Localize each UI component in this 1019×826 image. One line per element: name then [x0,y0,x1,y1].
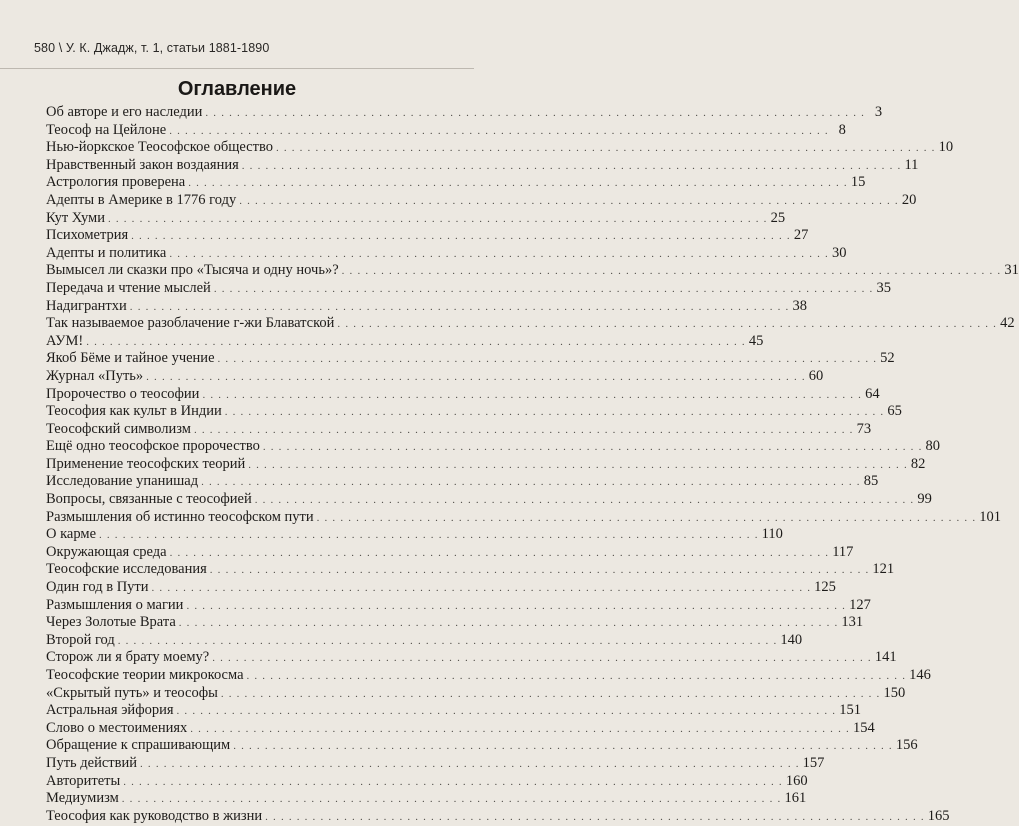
dot-leader [169,246,829,264]
toc-row [46,807,950,826]
toc-row [46,332,764,351]
toc-row [46,297,807,316]
toc-row [46,772,808,791]
dot-leader [242,158,902,176]
toc-page-number: 121 [872,561,895,578]
dot-leader [131,228,791,246]
running-head: 580 \ У. К. Джадж, т. 1, статьи 1881-1890 [34,41,270,55]
toc-row [46,614,864,632]
toc-page-number: 25 [770,209,786,226]
toc-entry-title: Теософ на Цейлоне [46,121,167,138]
toc-page-number: 110 [761,526,783,543]
dot-leader [188,175,848,193]
toc-entry-title: Авторитеты [46,772,121,789]
toc-row [46,596,871,615]
toc-entry-title: Кут Хуми [46,209,105,226]
dot-leader [214,281,874,299]
dot-leader [239,193,899,211]
toc-page-number: 3 [874,104,883,120]
dot-leader [146,369,806,387]
toc-row [46,543,854,562]
toc-page-number: 160 [785,772,808,789]
toc-entry-title: Теософские исследования [46,561,207,578]
toc-row [46,139,954,157]
toc-title: Оглавление [177,78,297,100]
toc-row [46,262,1019,280]
toc-entry-title: Медиумизм [46,790,119,807]
toc-entry-title: Адепты в Америке в 1776 году [46,191,237,208]
toc-entry-title: Сторож ли я брату моему? [46,649,210,666]
dot-leader [218,351,878,369]
toc-entry-title: Второй год [46,631,115,648]
dot-leader [276,140,936,158]
toc-row [46,350,895,368]
toc-row [46,561,895,579]
toc-page-number: 15 [850,174,866,191]
toc-page-number: 73 [856,420,872,437]
dot-leader [212,650,872,668]
toc-row [46,579,836,597]
toc-page-number: 35 [876,279,891,296]
toc-page-number: 101 [979,508,1002,525]
toc-row [46,104,883,122]
toc-entry-title: Исследование упанишад [46,473,199,490]
toc-entry-title: Об авторе и его наследии [46,104,203,120]
dot-leader [317,510,977,528]
toc-row [46,754,825,773]
toc-row [46,526,783,544]
toc-entry-title: Размышления об истинно теософском пути [46,508,314,525]
toc-page-number: 27 [793,227,809,244]
toc-entry-title: Журнал «Путь» [46,367,144,384]
toc-page-number: 45 [748,332,764,349]
toc-page-number: 127 [849,596,871,613]
dot-leader [99,527,759,545]
toc-page-number: 161 [784,790,807,807]
toc-page-number: 165 [927,807,950,824]
toc-page-number: 11 [904,156,919,173]
toc-entry-title: «Скрытый путь» и теософы [46,684,218,701]
toc-page-number: 141 [874,649,897,666]
toc-entry-title: Адепты и политика [46,244,167,261]
toc-page-number: 20 [901,191,917,208]
toc-row [46,209,786,228]
toc-row [46,121,846,140]
toc-row [46,420,872,439]
toc-page-number: 10 [938,139,954,156]
toc-entry-title: Нравственный закон воздаяния [46,156,239,173]
toc-page-number: 125 [814,579,836,596]
toc-entry-title: Окружающая среда [46,543,167,560]
toc-page-number: 154 [852,719,875,736]
toc-entry-title: Теософия как руководство в жизни [46,807,263,824]
toc-entry-title: Психометрия [46,227,129,244]
toc-entry-title: О карме [46,526,96,543]
dot-leader [233,738,893,756]
dot-leader [170,545,830,563]
toc-page-number: 31 [1004,262,1019,279]
toc-row [46,684,906,703]
toc-row [46,737,918,755]
dot-leader [263,439,923,457]
toc-page-number: 65 [887,403,902,420]
dot-leader [194,422,854,440]
toc-entry-title: Слово о местоимениях [46,719,188,736]
toc-page-number: 150 [883,684,906,701]
toc-entry-title: Якоб Бёме и тайное учение [46,350,215,367]
toc-row [46,438,941,456]
toc-entry-title: Обращение к спрашивающим [46,737,231,754]
dot-leader [86,334,746,352]
toc-row [46,455,926,474]
dot-leader [122,791,782,809]
toc-entry-title: Теософский символизм [46,420,191,437]
toc-entry-title: Через Золотые Врата [46,614,176,631]
toc-page-number: 80 [925,438,941,455]
toc-page-number: 156 [895,737,918,754]
toc-row [46,508,1002,527]
toc-entry-title: Теософские теории микрокосма [46,667,244,683]
toc-row [46,790,807,808]
dot-leader [186,598,846,616]
toc-entry-title: Путь действий [46,754,138,771]
toc-row [46,649,897,667]
header-divider [0,68,474,69]
toc-row [46,227,809,245]
dot-leader [337,316,997,334]
toc-entry-title: Нью-йоркское Теософское общество [46,139,273,156]
toc-entry-title: Вымысел ли сказки про «Тысяча и одну ночь»? [46,262,339,279]
toc-row [46,156,919,175]
toc-page-number: 140 [780,631,803,648]
toc-page-number: 99 [917,491,932,508]
dot-leader [247,668,907,686]
toc-page-number: 60 [808,367,824,384]
dot-leader [152,580,812,598]
dot-leader [169,123,829,141]
toc-row [46,491,932,509]
toc-entry-title: АУМ! [46,332,84,349]
toc-entry-title: Применение теософских теорий [46,455,246,472]
toc-row [46,244,847,263]
dot-leader [255,492,915,510]
dot-leader [108,211,768,229]
toc-page-number: 30 [831,244,847,261]
toc-row [46,667,931,685]
dot-leader [342,263,1002,281]
toc-entry-title: Астрология проверена [46,174,186,191]
dot-leader [202,387,862,405]
toc-entry-title: Ещё одно теософское пророчество [46,438,260,455]
toc-page-number: 38 [792,297,807,314]
dot-leader [130,299,790,317]
toc-page-number: 64 [865,385,880,402]
toc-page-number: 8 [838,121,846,138]
toc-entry-title: Передача и чтение мыслей [46,279,211,296]
dot-leader [205,105,865,123]
toc-page-number: 146 [909,667,931,683]
dot-leader [201,474,861,492]
toc-row [46,367,824,386]
toc-entry-title: Пророчество о теософии [46,385,200,402]
toc-entry-title: Надигрантхи [46,297,127,314]
dot-leader [265,809,925,826]
dot-leader [118,633,778,651]
dot-leader [248,457,908,475]
toc-page-number: 85 [863,473,879,490]
toc-page-number: 52 [880,350,895,367]
toc-row [46,315,1015,333]
toc-page-number: 117 [832,543,854,560]
toc-row [46,403,902,421]
toc-entry-title: Астральная эйфория [46,702,174,719]
toc-entry-title: Размышления о магии [46,596,184,613]
toc-row [46,385,880,404]
dot-leader [190,721,850,739]
dot-leader [140,756,800,774]
toc-row [46,631,803,650]
toc-page-number: 131 [841,614,864,631]
toc-page-number: 42 [1000,315,1015,332]
toc-row [46,279,891,298]
dot-leader [210,562,870,580]
dot-leader [177,703,837,721]
toc-page-number: 151 [839,702,861,719]
dot-leader [221,686,881,704]
toc-row [46,719,875,738]
toc-entry-title: Вопросы, связанные с теософией [46,491,252,508]
toc-row [46,473,879,491]
toc-row [46,702,861,720]
dot-leader [225,404,885,422]
toc-list [46,104,1019,825]
toc-row [46,191,917,210]
toc-page-number: 157 [802,754,825,771]
toc-page-number: 82 [910,455,926,472]
toc-entry-title: Один год в Пути [46,579,149,596]
toc-entry-title: Теософия как культ в Индии [46,403,222,420]
toc-entry-title: Так называемое разоблачение г-жи Блаватской [46,315,335,332]
dot-leader [179,615,839,633]
dot-leader [123,774,783,792]
toc-row [46,174,866,192]
